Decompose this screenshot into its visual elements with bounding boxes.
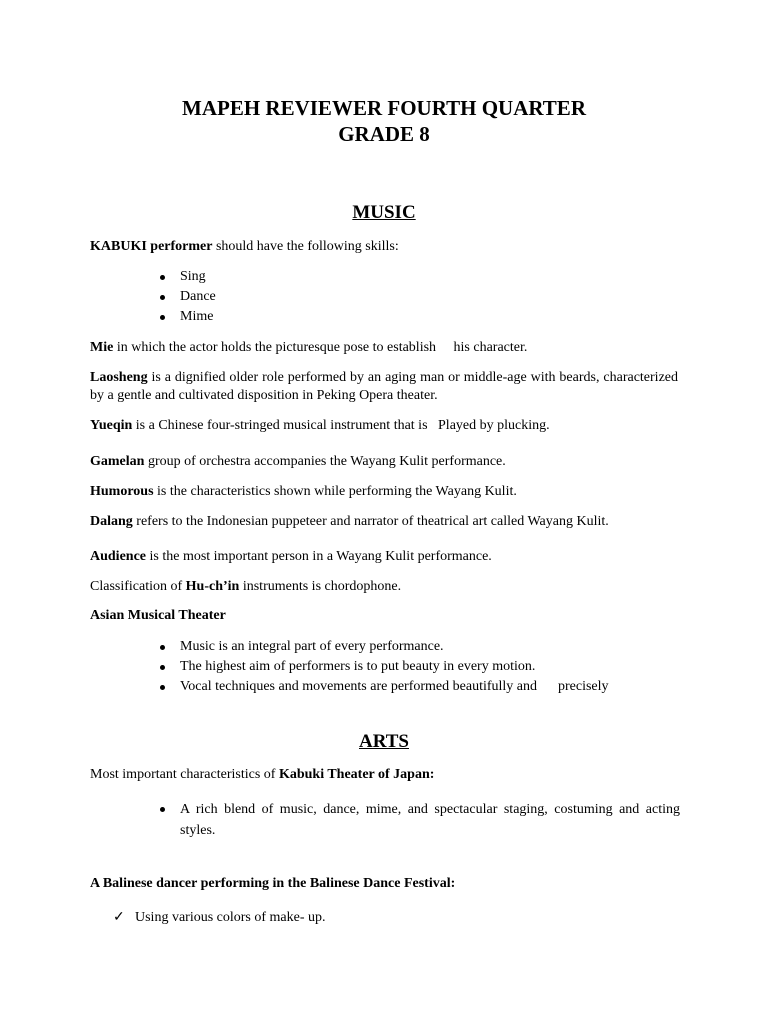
kabuki-performer-text: should have the following skills: xyxy=(212,239,399,254)
bullet-icon xyxy=(160,295,165,300)
gamelan-term: Gamelan xyxy=(90,454,145,469)
document-title xyxy=(0,95,768,147)
list-item: Sing xyxy=(160,267,680,287)
kabuki-characteristics-list xyxy=(160,799,680,841)
dalang-text: refers to the Indonesian puppeteer and narrator of theatrical art called Wayang Kulit. xyxy=(132,514,609,529)
title-line-1: MAPEH REVIEWER FOURTH QUARTER xyxy=(182,96,586,120)
huchin-line xyxy=(90,578,678,596)
list-item: ✓ Using various colors of make- up. xyxy=(113,910,326,925)
arts-heading: ARTS xyxy=(358,731,409,752)
yueqin-term: Yueqin xyxy=(90,418,133,433)
dalang-term: Dalang xyxy=(90,514,133,529)
audience-text: is the most important person in a Wayang Kulit performance. xyxy=(146,549,492,564)
kabuki-performer-line xyxy=(90,238,678,256)
asian-musical-theater-heading: Asian Musical Theater xyxy=(90,608,226,623)
balinese-dancer-heading: A Balinese dancer performing in the Balinese Dance Festival: xyxy=(90,876,456,891)
laosheng-text: is a dignified older role performed by an aging man or middle-age with beards, characterized by a gentle and cultivated disposition in Peking Opera theater. xyxy=(90,370,678,403)
yueqin-line xyxy=(90,417,678,435)
kabuki-theater-line xyxy=(90,766,678,784)
huchin-prefix: Classification of xyxy=(90,579,186,594)
dalang-line xyxy=(90,513,678,531)
kabuki-performer-term: KABUKI performer xyxy=(90,239,213,254)
kabuki-theater-prefix: Most important characteristics of xyxy=(90,767,279,782)
title-line-2: GRADE 8 xyxy=(338,122,430,146)
checkmark-icon: ✓ xyxy=(113,910,125,925)
bullet-icon xyxy=(160,315,165,320)
mie-line xyxy=(90,339,678,357)
audience-line xyxy=(90,548,678,566)
yueqin-text: is a Chinese four-stringed musical instrument that is Played by plucking. xyxy=(132,418,550,433)
huchin-term: Hu-ch’in xyxy=(185,579,240,594)
music-heading: MUSIC xyxy=(352,202,416,223)
laosheng-paragraph xyxy=(90,369,678,405)
gamelan-text: group of orchestra accompanies the Wayang Kulit performance. xyxy=(144,454,506,469)
huchin-text: instruments is chordophone. xyxy=(239,579,402,594)
humorous-term: Humorous xyxy=(90,484,154,499)
list-item: Mime xyxy=(160,307,680,327)
kabuki-skills-list xyxy=(160,267,680,327)
bullet-icon xyxy=(160,665,165,670)
list-item: Vocal techniques and movements are performed beautifully and precisely xyxy=(160,677,680,697)
bullet-icon xyxy=(160,807,165,812)
list-item: Music is an integral part of every performance. xyxy=(160,637,680,657)
mie-text: in which the actor holds the picturesque pose to establish his character. xyxy=(113,340,528,355)
kabuki-theater-term: Kabuki Theater of Japan: xyxy=(278,767,435,782)
list-item: The highest aim of performers is to put beauty in every motion. xyxy=(160,657,680,677)
audience-term: Audience xyxy=(90,549,146,564)
gamelan-line xyxy=(90,453,678,471)
bullet-icon xyxy=(160,685,165,690)
list-item: A rich blend of music, dance, mime, and spectacular staging, costuming and acting styles. xyxy=(160,799,680,841)
asian-theater-list xyxy=(160,637,680,697)
laosheng-term: Laosheng xyxy=(90,370,148,385)
bullet-icon xyxy=(160,275,165,280)
bullet-icon xyxy=(160,645,165,650)
list-item: Dance xyxy=(160,287,680,307)
mie-term: Mie xyxy=(90,340,114,355)
humorous-line xyxy=(90,483,678,501)
humorous-text: is the characteristics shown while performing the Wayang Kulit. xyxy=(153,484,517,499)
